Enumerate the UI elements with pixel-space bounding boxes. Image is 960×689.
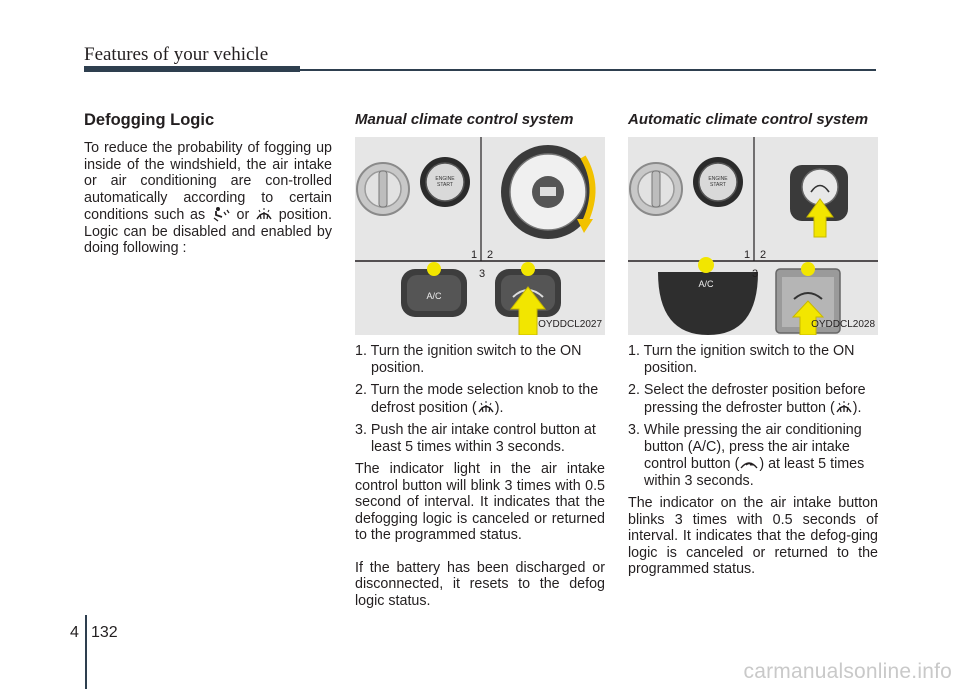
- defrost-icon: [255, 206, 273, 222]
- manual-callout-3: 3: [479, 268, 486, 280]
- defrost-icon: [477, 399, 495, 415]
- auto-callout-2: 2: [760, 249, 767, 261]
- auto-callout-3: 3: [752, 268, 759, 280]
- page-header-title: Features of your vehicle: [84, 44, 269, 65]
- manual-steps: [355, 343, 605, 455]
- auto-step-2: 2. Select the defroster position before pressing the defroster button ( ).: [628, 382, 866, 416]
- floor-defrost-icon: [211, 206, 231, 222]
- manual-paragraph-1: The indicator light in the air intake control button will blink 3 times with 0.5 second of interval. It indicates that the defogging logic is canceled or returned to the programmed status.: [355, 461, 605, 543]
- svg-text:ENGINE: ENGINE: [708, 176, 728, 182]
- page-number: 132: [91, 624, 118, 641]
- section-number: 4: [70, 624, 79, 641]
- manual-climate-column: [355, 110, 605, 616]
- automatic-heading: Automatic climate control system: [628, 111, 869, 128]
- header-rule: [300, 69, 876, 71]
- svg-text:START: START: [437, 182, 453, 188]
- svg-text:START: START: [710, 182, 726, 188]
- header-bar: [84, 66, 300, 72]
- manual-ac-label: A/C: [426, 291, 442, 301]
- manual-callout-1: 1: [471, 249, 478, 261]
- footer-divider: [85, 615, 87, 689]
- auto-figure-code: OYDDCL2028: [811, 318, 875, 330]
- automatic-figure-illustration: [628, 137, 878, 335]
- auto-callout-1: 1: [744, 249, 751, 261]
- manual-paragraph-2: If the battery has been discharged or disconnected, it resets to the defog logic status.: [355, 559, 605, 609]
- auto-ac-label: A/C: [698, 279, 714, 289]
- auto-paragraph-1: The indicator on the air intake button blinks 3 times with 0.5 seconds of interval. It indicates that the defog-ging logic is canceled or returned to the programmed status.: [628, 495, 878, 577]
- manual-climate-figure: [355, 137, 605, 335]
- manual-step-2: 2. Turn the mode selection knob to the defrost position ( ).: [355, 382, 599, 416]
- auto-step-1: 1. Turn the ignition switch to the ON position.: [628, 343, 855, 376]
- manual-heading: Manual climate control system: [355, 111, 574, 128]
- intro-paragraph: To reduce the probability of fogging up inside of the windshield, the air intake or air conditioning are con-trolled automatically according to certain conditions such as or position. Logic can be disabled and enabled by doing following :: [84, 140, 332, 256]
- manual-figure-illustration: [355, 137, 605, 335]
- manual-callout-2: 2: [487, 249, 494, 261]
- watermark: carmanualsonline.info: [743, 660, 952, 683]
- manual-step-3: 3. Push the air intake control button at least 5 times within 3 seconds.: [355, 422, 596, 455]
- automatic-climate-figure: [628, 137, 878, 335]
- defrost-icon: [835, 399, 853, 415]
- automatic-steps: [628, 343, 878, 489]
- defogging-logic-column: [84, 110, 332, 264]
- manual-figure-code: OYDDCL2027: [538, 318, 602, 330]
- section-heading: Defogging Logic: [84, 111, 215, 129]
- svg-text:ENGINE: ENGINE: [435, 176, 455, 182]
- air-intake-icon: [739, 455, 759, 471]
- auto-step-3: 3. While pressing the air conditioning button (A/C), press the air intake control button ( ) at least 5 times within 3 seconds.: [628, 422, 865, 489]
- automatic-climate-column: [628, 110, 878, 585]
- manual-step-1: 1. Turn the ignition switch to the ON position.: [355, 343, 582, 376]
